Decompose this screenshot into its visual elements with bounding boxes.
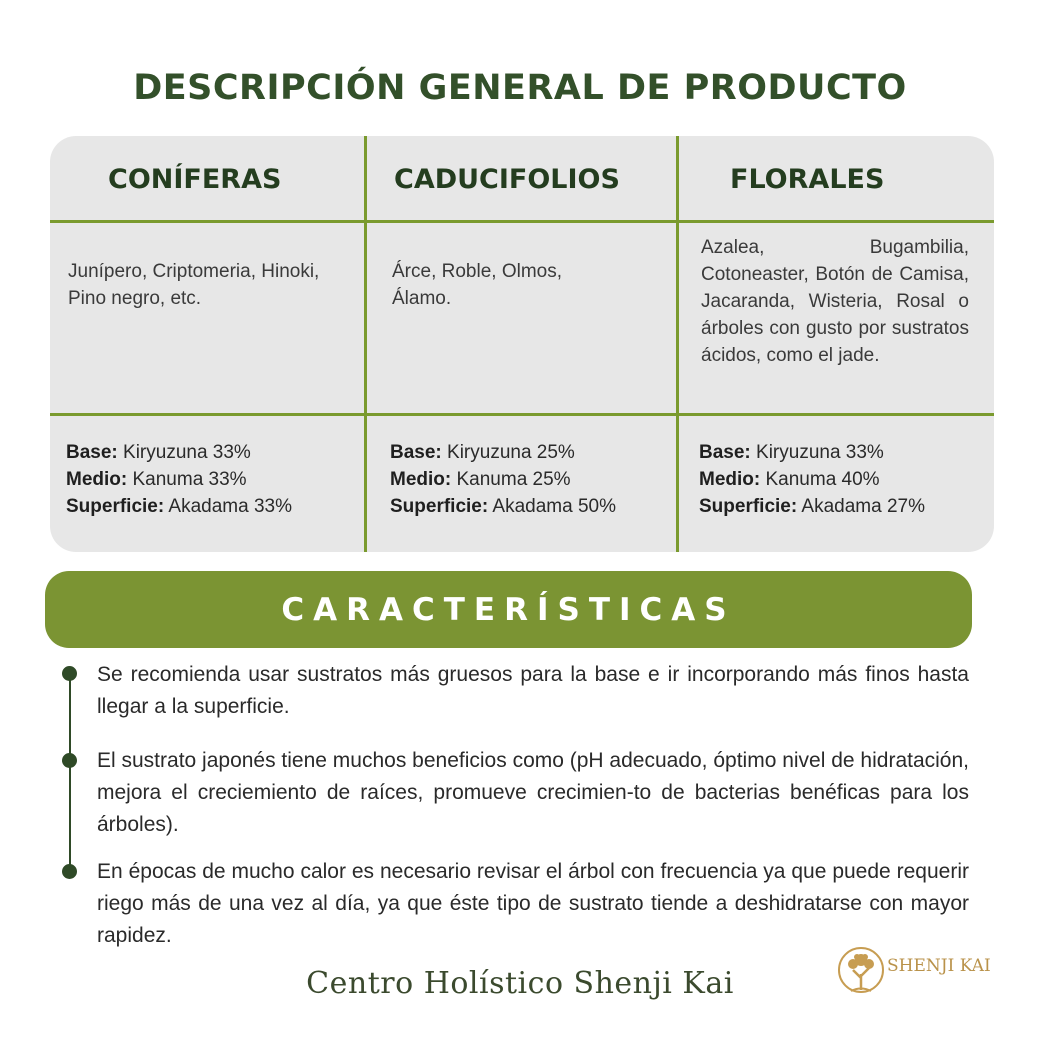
- mix-value: Kiryuzuna 33%: [750, 442, 884, 463]
- column-divider: [364, 136, 367, 552]
- mix-label: Base:: [699, 442, 751, 463]
- species-caducifolios: Árce, Roble, Olmos, Álamo.: [392, 261, 562, 309]
- brand-logo: [836, 940, 991, 1006]
- mix-label: Base:: [66, 442, 118, 463]
- logo-name: SHENJI KAI: [887, 956, 991, 976]
- mix-value: Kanuma 33%: [127, 469, 247, 490]
- heading-coniferas: CONÍFERAS: [108, 164, 282, 195]
- mix-label: Medio:: [66, 469, 128, 490]
- features-banner: [45, 571, 972, 648]
- bullet-dot-icon: [62, 666, 77, 681]
- features-heading: CARACTERÍSTICAS: [281, 591, 736, 628]
- mix-value: Akadama 50%: [488, 496, 617, 517]
- feature-item-3: En épocas de mucho calor es necesario revisar el árbol con frecuencia ya que puede requerir riego más de una vez al día, ya que éste tipo de sustrato tiende a deshidratarse con mayor rapidez.: [97, 860, 969, 947]
- page-title: DESCRIPCIÓN GENERAL DE PRODUCTO: [133, 68, 907, 108]
- bullet-dot-icon: [62, 753, 77, 768]
- tree-logo-icon: [836, 940, 886, 1006]
- mix-value: Akadama 27%: [797, 496, 926, 517]
- species-coniferas: Junípero, Criptomeria, Hinoki, Pino negro, etc.: [68, 261, 320, 309]
- product-table: [50, 136, 994, 552]
- mix-value: Kanuma 25%: [451, 469, 571, 490]
- mix-value: Kiryuzuna 33%: [117, 442, 251, 463]
- bullet-timeline: [69, 672, 71, 872]
- mix-label: Medio:: [699, 469, 761, 490]
- mix-label: Superficie:: [66, 496, 165, 517]
- mix-row-medio: [66, 466, 292, 493]
- mix-row-superficie: [699, 493, 925, 520]
- feature-item-1: Se recomienda usar sustratos más gruesos para la base e ir incorporando más finos hasta llegar a la superficie.: [97, 663, 969, 718]
- heading-florales: FLORALES: [730, 164, 885, 195]
- mix-row-base: [66, 439, 292, 466]
- mix-label: Medio:: [390, 469, 452, 490]
- mix-label: Superficie:: [699, 496, 798, 517]
- row-divider: [50, 413, 994, 416]
- mix-caducifolios: [390, 439, 616, 520]
- species-florales: Azalea, Bugambilia, Cotoneaster, Botón de Camisa, Jacaranda, Wisteria, Rosal o árboles con gusto por sustratos ácidos, como el jade.: [701, 237, 969, 366]
- mix-row-medio: [699, 466, 925, 493]
- mix-row-medio: [390, 466, 616, 493]
- mix-label: Superficie:: [390, 496, 489, 517]
- mix-row-base: [390, 439, 616, 466]
- mix-value: Akadama 33%: [164, 496, 293, 517]
- mix-row-superficie: [66, 493, 292, 520]
- mix-florales: [699, 439, 925, 520]
- mix-value: Kiryuzuna 25%: [441, 442, 575, 463]
- footer-text: Centro Holístico Shenji Kai: [306, 966, 734, 1001]
- mix-coniferas: [66, 439, 292, 520]
- mix-label: Base:: [390, 442, 442, 463]
- heading-caducifolios: CADUCIFOLIOS: [394, 164, 620, 195]
- column-divider: [676, 136, 679, 552]
- mix-row-base: [699, 439, 925, 466]
- row-divider: [50, 220, 994, 223]
- mix-value: Kanuma 40%: [760, 469, 880, 490]
- bullet-dot-icon: [62, 864, 77, 879]
- mix-row-superficie: [390, 493, 616, 520]
- feature-item-2: El sustrato japonés tiene muchos beneficios como (pH adecuado, óptimo nivel de hidratación, mejora el creciemiento de raíces, promueve crecimien-to de bacterias benéficas para los árboles).: [97, 749, 970, 836]
